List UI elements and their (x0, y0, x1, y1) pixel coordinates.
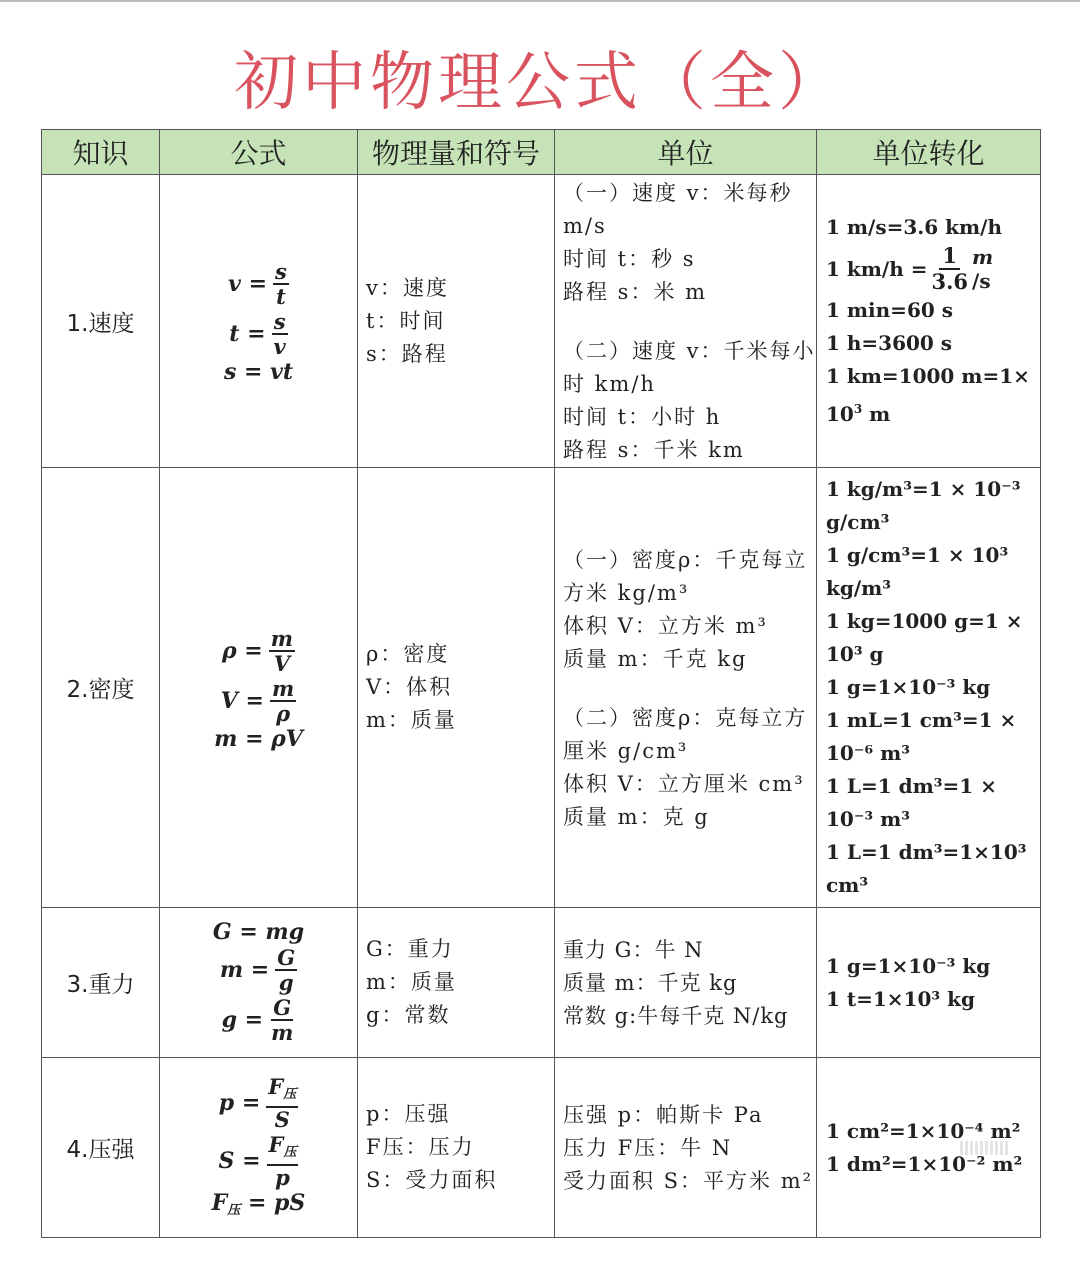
formula-cell-density (160, 468, 358, 908)
topic-speed: 1.速度 (42, 175, 160, 468)
header-unit: 单位 (555, 130, 817, 175)
units-density (555, 468, 817, 908)
unit-line: 压强 p：帕斯卡 Pa (563, 1103, 764, 1127)
symbol-line: m：质量 (366, 708, 457, 732)
header-formula: 公式 (160, 130, 358, 175)
formula-distance: s = vt (223, 359, 294, 385)
unit-line: 受力面积 S：平方米 m² (563, 1169, 814, 1193)
units-gravity (555, 908, 817, 1058)
symbols-speed (358, 175, 555, 468)
conversions-speed (817, 175, 1041, 468)
formula-cell-speed (160, 175, 358, 468)
formula-time: t = $\frac{s}{v}$ (229, 309, 286, 359)
unit-line: 路程 s：米 m (563, 280, 708, 304)
formula-mass-from-weight: m = $\frac{G}{g}$ (219, 944, 296, 995)
watermark-mark (960, 1140, 1040, 1164)
formula-velocity: v = $\frac{s}{t}$ (228, 259, 287, 309)
conversion-line: 1 min=60 s (826, 298, 953, 322)
formula-cell-pressure (160, 1058, 358, 1238)
unit-line: 体积 V：立方厘米 cm³ (563, 771, 805, 796)
formula-table (41, 129, 1041, 1238)
conversion-line: 1 h=3600 s (826, 331, 953, 355)
formula-volume: V = $\frac{m}{\rho}$ (220, 675, 295, 726)
symbol-line: ρ：密度 (366, 642, 450, 666)
conversion-line: 1 dm²=1×10⁻² m² (826, 1151, 1023, 1176)
formula-weight: G = mg (212, 918, 305, 945)
formula-rho: ρ = $\frac{m}{V}$ (222, 625, 293, 676)
unit-line: （二）速度 v：千米每小时 km/h (563, 339, 816, 396)
header-quantity-symbol: 物理量和符号 (358, 130, 555, 175)
symbol-line: t：时间 (366, 308, 446, 333)
unit-line: 时间 t：秒 s (563, 247, 696, 271)
table-row (42, 1058, 1041, 1238)
units-speed (555, 175, 817, 468)
topic-gravity: 3.重力 (42, 908, 160, 1058)
units-pressure (555, 1058, 817, 1238)
symbols-pressure (358, 1058, 555, 1238)
symbol-line: V：体积 (366, 675, 453, 699)
conversions-gravity (817, 908, 1041, 1058)
unit-line: 常数 g:牛每千克 N/kg (563, 1004, 789, 1028)
topic-pressure: 4.压强 (42, 1058, 160, 1238)
unit-line: 压力 F压：牛 N (563, 1136, 733, 1160)
unit-line: （一）速度 v：米每秒 m/s (563, 181, 793, 238)
unit-line: 重力 G：牛 N (563, 938, 704, 962)
symbol-line: G：重力 (366, 937, 454, 961)
symbols-density (358, 468, 555, 908)
unit-line: 体积 V：立方米 m³ (563, 613, 768, 638)
formula-g-constant: g = $\frac{G}{m}$ (221, 994, 294, 1045)
conversion-line: 1 kg=1000 g=1 × 10³ g (826, 609, 1023, 666)
formula-mass: m = ρV (214, 725, 303, 752)
header-unit-conversion: 单位转化 (817, 130, 1041, 175)
symbol-line: p：压强 (366, 1102, 451, 1126)
unit-line: （一）密度ρ：千克每立方米 kg/m³ (563, 547, 808, 605)
unit-line: 质量 m：千克 kg (563, 971, 738, 995)
formula-force: $F_压$ = pS (211, 1189, 306, 1218)
symbol-line: S：受力面积 (366, 1168, 498, 1192)
conversion-line-kmh: 1 km/h = $\frac{1}{3.6}$ m /s (826, 243, 994, 294)
header-topic: 知识 (42, 130, 160, 175)
table-row (42, 468, 1041, 908)
unit-line: 路程 s：千米 km (563, 438, 745, 462)
conversion-line: 1 cm²=1×10⁻⁴ m² (826, 1118, 1021, 1143)
topic-density: 2.密度 (42, 468, 160, 908)
unit-line: 质量 m：克 g (563, 804, 710, 829)
conversion-line: 1 g/cm³=1 × 10³ kg/m³ (826, 543, 1009, 600)
conversion-line: 1 L=1 dm³=1 × 10⁻³ m³ (826, 774, 997, 831)
conversion-line: 1 t=1×10³ kg (826, 986, 975, 1011)
symbol-line: F压：压力 (366, 1135, 475, 1159)
conversion-line: 1 g=1×10⁻³ kg (826, 675, 991, 699)
formula-cell-gravity (160, 908, 358, 1058)
conversion-line: 1 km=1000 m=1× (826, 364, 1030, 388)
symbol-line: g：常数 (366, 1003, 451, 1027)
unit-line: 时间 t：小时 h (563, 405, 722, 429)
conversion-line: 1 m/s=3.6 km/h (826, 215, 1002, 239)
formula-pressure: p = $\frac{F_压}{S}$ (218, 1073, 297, 1132)
conversion-line: $10^3$ m (826, 402, 891, 426)
conversion-line: 1 kg/m³=1 × 10⁻³ g/cm³ (826, 477, 1021, 534)
table-row (42, 908, 1041, 1058)
conversion-line: 1 g=1×10⁻³ kg (826, 953, 991, 978)
table-row (42, 175, 1041, 468)
formula-area: S = $\frac{F_压}{p}$ (218, 1131, 297, 1190)
symbol-line: m：质量 (366, 970, 457, 994)
unit-line: 质量 m：千克 kg (563, 646, 748, 671)
page-title: 初中物理公式（全） (234, 46, 846, 120)
table-header-row (42, 130, 1041, 175)
top-border-line (0, 0, 1080, 2)
conversions-density (817, 468, 1041, 908)
symbols-gravity (358, 908, 555, 1058)
conversion-line: 1 mL=1 cm³=1 × 10⁻⁶ m³ (826, 708, 1017, 765)
symbol-line: v：速度 (366, 275, 449, 300)
conversion-line: 1 L=1 dm³=1×10³ cm³ (826, 840, 1027, 897)
unit-line: （二）密度ρ：克每立方厘米 g/cm³ (563, 705, 808, 763)
symbol-line: s：路程 (366, 341, 448, 366)
